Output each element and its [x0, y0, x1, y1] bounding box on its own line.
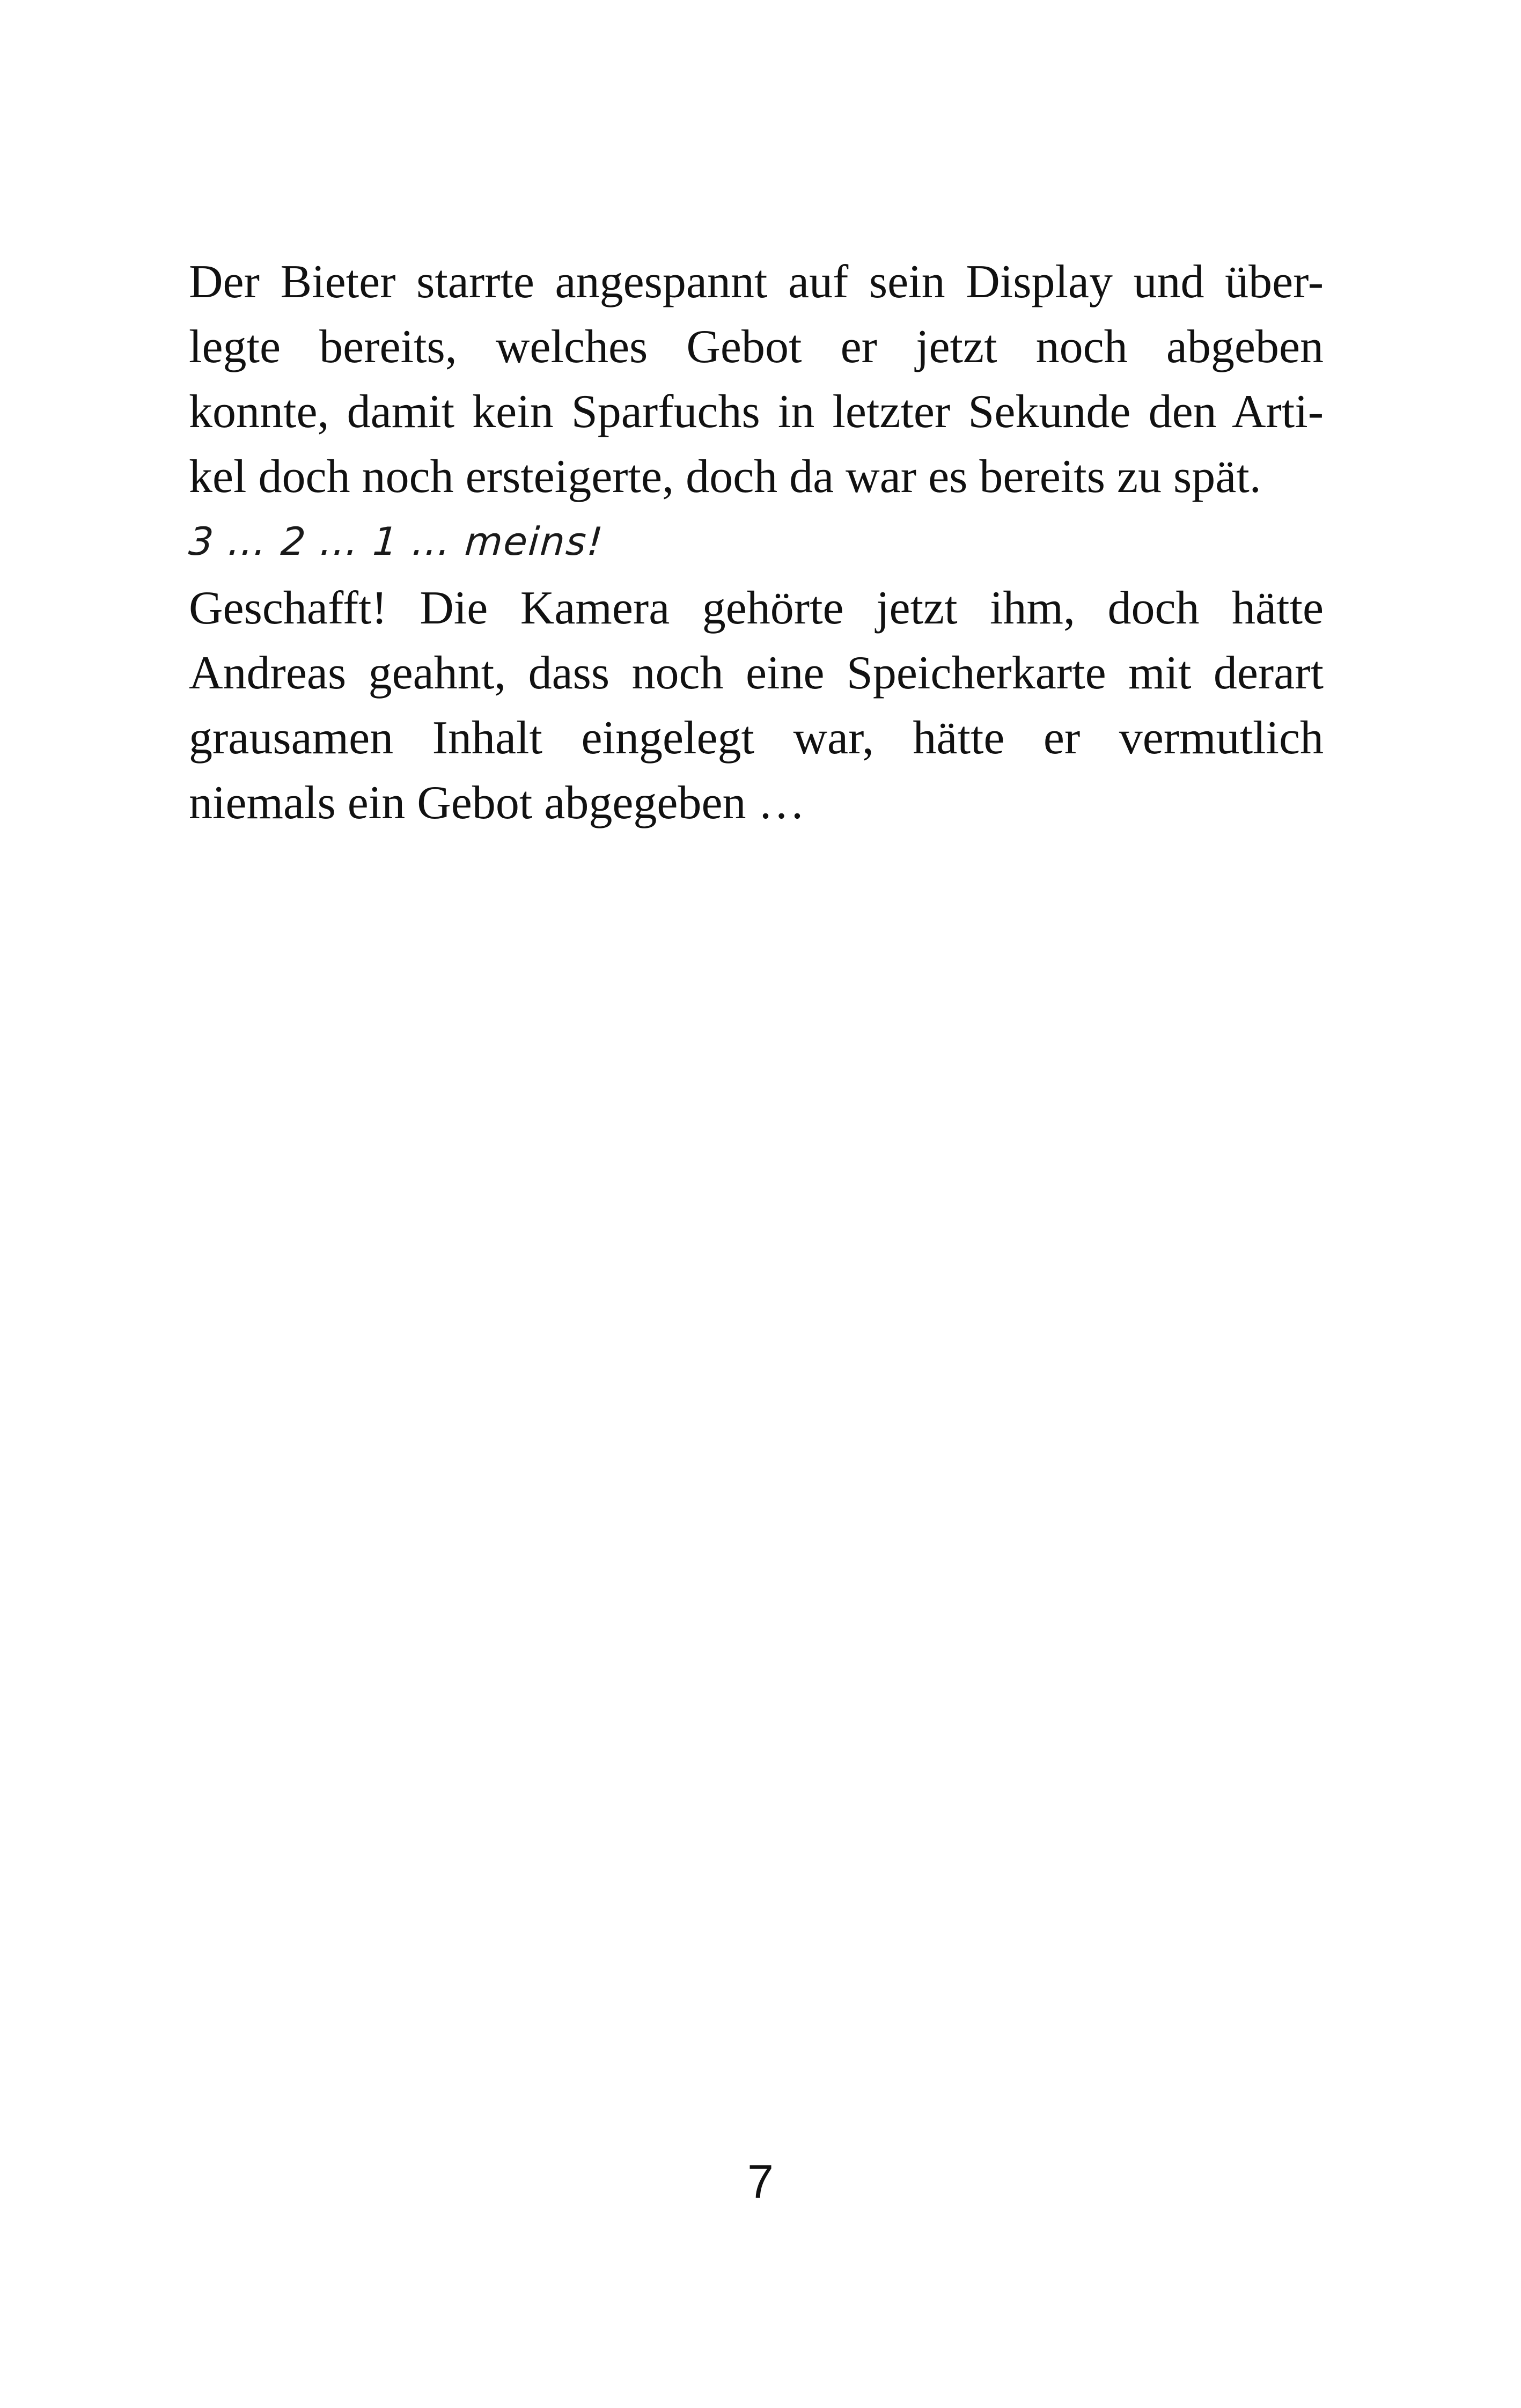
- paragraph-line: legte bereits, welches Gebot er jetzt noch abgeben: [189, 321, 1324, 373]
- paragraph-line: Geschafft! Die Kamera gehörte jetzt ihm, doch hätte: [189, 582, 1324, 634]
- paragraph-line: konnte, damit kein Sparfuchs in letzter Sekunde den Arti-: [189, 386, 1324, 438]
- page-number: 7: [747, 2155, 774, 2208]
- paragraph-line: Der Bieter starrte angespannt auf sein Display und über-: [189, 256, 1324, 308]
- paragraph-line: niemals ein Gebot abgegeben …: [189, 777, 805, 829]
- paragraph-line: grausamen Inhalt eingelegt war, hätte er vermutlich: [189, 712, 1324, 764]
- paragraph-1: [189, 249, 1324, 509]
- paragraph-line: kel doch noch ersteigerte, doch da war es bereits zu spät.: [189, 451, 1261, 503]
- body-text: [189, 249, 1324, 835]
- countdown-handwritten-line: 3 … 2 … 1 … meins!: [187, 519, 606, 564]
- paragraph-2: [189, 576, 1324, 835]
- paragraph-line: Andreas geahnt, dass noch eine Speicherkarte mit derart: [189, 647, 1324, 699]
